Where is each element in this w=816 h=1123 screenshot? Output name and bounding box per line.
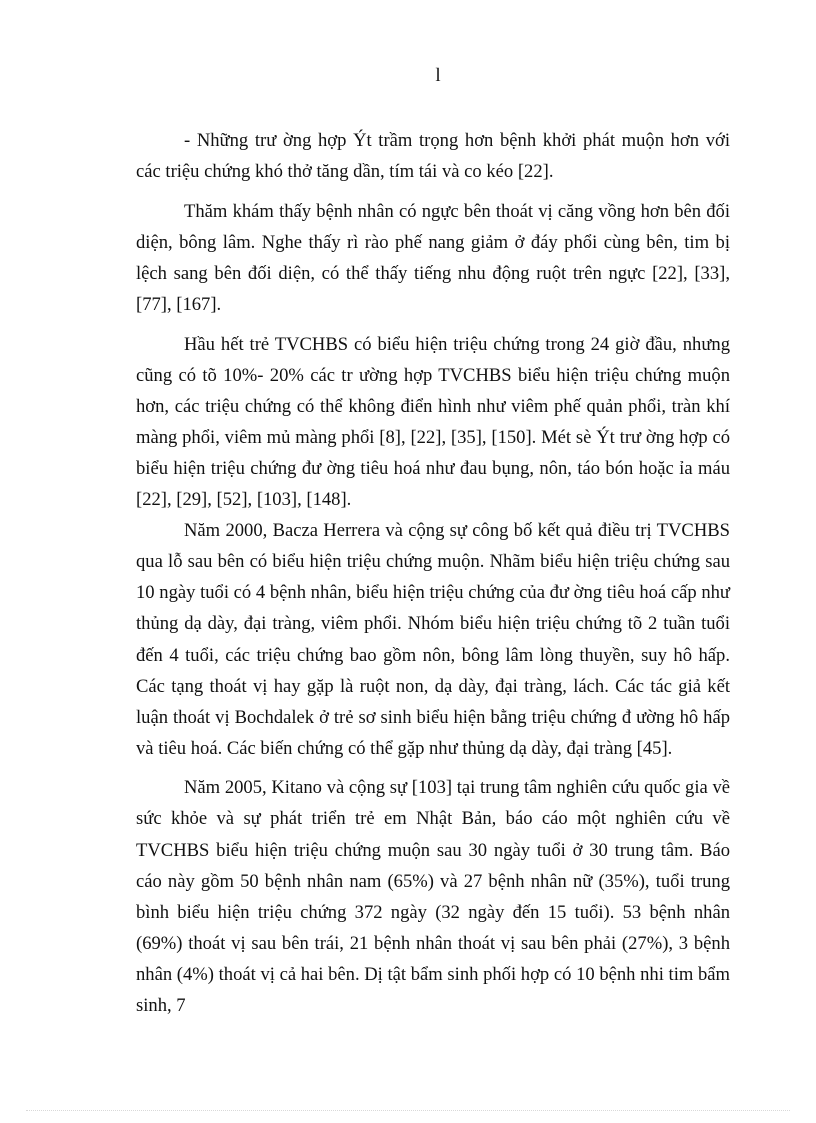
paragraph-kitano: Năm 2005, Kitano và cộng sự [103] tại trung tâm nghiên cứu quốc gia về sức khỏe và sự phát triển trẻ em Nhật Bản, báo cáo một nghiên cứu về TVCHBS biểu hiện triệu chứng muộn sau 30 ngày tuổi ở 30 trung tâm. Báo cáo này gồm 50 bệnh nhân nam (65%) và 27 bệnh nhân nữ (35%), tuổi trung bình biểu hiện triệu chứng 372 ngày (32 ngày đến 15 tuổi). 53 bệnh nhân (69%) thoát vị sau bên trái, 21 bệnh nhân thoát vị sau bên phải (27%), 3 bệnh nhân (4%) thoát vị cả hai bên. Dị tật bẩm sinh phối hợp có 10 bệnh nhi tim bẩm sinh, 7 xyxy=(136,777,730,1017)
paragraph-late-symptoms: Hầu hết trẻ TVCHBS có biểu hiện triệu chứng trong 24 giờ đầu, nhưng cũng có tõ 10%- 20% các tr ường hợp TVCHBS biểu hiện triệu chứng muộn hơn, các triệu chứng có thể không điển hình như viêm phế quản phổi, tràn khí màng phổi, viêm mủ màng phổi [8], [22], [35], [150]. Mét sè Ýt trư ờng hợp có biểu hiện triệu chứng đư ờng tiêu hoá như đau bụng, nôn, táo bón hoặc ỉa máu [22], [29], [52], [103], [148]. xyxy=(136,333,730,511)
page-number: l xyxy=(435,65,441,86)
paragraph-bacza-herrera: Năm 2000, Bacza Herrera và cộng sự công bố kết quả điều trị TVCHBS qua lỗ sau bên có biểu hiện triệu chứng muộn. Nhãm biểu hiện triệu chứng sau 10 ngày tuổi có 4 bệnh nhân, biểu hiện triệu chứng của đư ờng tiêu hoá cấp như thủng dạ dày, đại tràng, viêm phổi. Nhóm biểu hiện triệu chứng tõ 2 tuần tuổi đến 4 tuổi, các triệu chứng bao gồm nôn, bông lâm lòng thuyền, suy hô hấp. Các tạng thoát vị hay gặp là ruột non, dạ dày, đại tràng, lách. Các tác giả kết luận thoát vị Bochdalek ở trẻ sơ sinh biểu hiện bằng triệu chứng đ ường hô hấp và tiêu hoá. Các biến chứng có thể gặp như thủng dạ dày, đại tràng [45]. xyxy=(136,520,730,759)
document-body xyxy=(136,125,730,1021)
page-bottom-divider xyxy=(26,1110,790,1111)
paragraph-examination: Thăm khám thấy bệnh nhân có ngực bên thoát vị căng vồng hơn bên đối diện, bông lâm. Nghe thấy rì rào phế nang giảm ở đáy phổi cùng bên, tim bị lệch sang bên đối diện, có thể thấy tiếng nhu động ruột trên ngực [22], [33], [77], [167]. xyxy=(136,200,730,315)
paragraph-mild-cases: - Những trư ờng hợp Ýt trầm trọng hơn bệnh khởi phát muộn hơn với các triệu chứng khó thở tăng dần, tím tái và co kéo [22]. xyxy=(136,130,730,183)
